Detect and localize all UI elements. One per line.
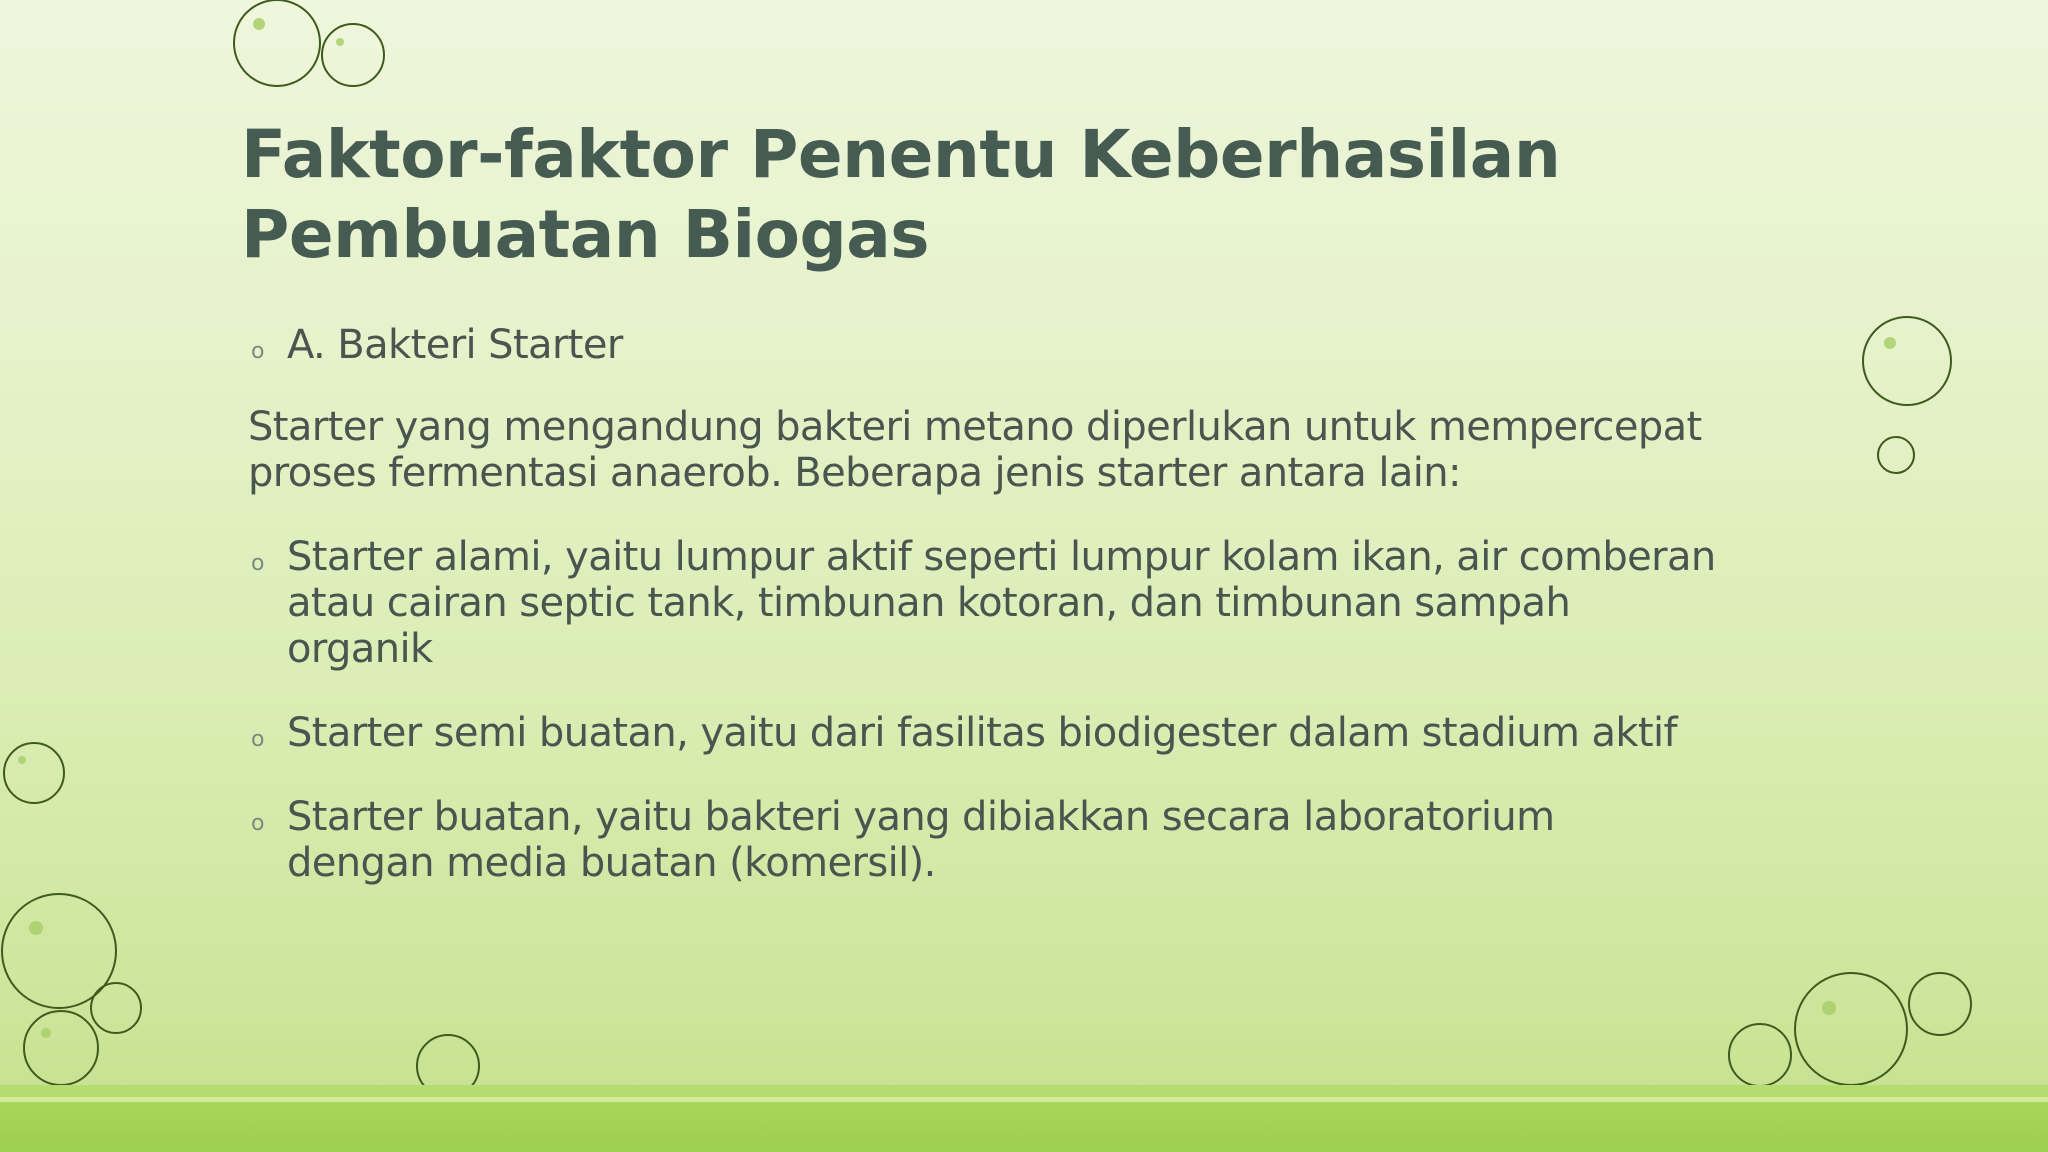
list-item-line: organik [287, 626, 433, 672]
bubble-circle-icon [1795, 973, 1907, 1085]
list-item [248, 794, 1848, 886]
bullet-marker: o [251, 727, 264, 752]
list-item-line: dengan media buatan (komersil). [287, 840, 936, 886]
bubble-circle-icon [1878, 437, 1914, 473]
list-item-line: Starter alami, yaitu lumpur aktif seperti lumpur kolam ikan, air comberan [287, 534, 1716, 580]
title-line: Pembuatan Biogas [241, 196, 930, 273]
list-item [248, 710, 1848, 756]
intro-paragraph [248, 404, 1848, 496]
title-line: Faktor-faktor Penentu Keberhasilan [241, 116, 1561, 193]
paragraph-line: Starter yang mengandung bakteri metano diperlukan untuk mempercepat [248, 404, 1702, 450]
floor-band [0, 1085, 2048, 1097]
bullet-marker: o [251, 811, 264, 836]
list-item-line: Starter semi buatan, yaitu dari fasilitas biodigester dalam stadium aktif [287, 710, 1678, 756]
bubble-circle-icon [91, 983, 141, 1033]
slide-title [241, 115, 1741, 275]
section-heading-item [248, 322, 1848, 368]
floor-band-base [0, 1102, 2048, 1152]
bullet-marker: o [251, 339, 264, 364]
slide-body [248, 322, 1848, 924]
list-item-line: atau cairan septic tank, timbunan kotoran, dan timbunan sampah [287, 580, 1571, 626]
list-item-line: Starter buatan, yaitu bakteri yang dibiakkan secara laboratorium [287, 794, 1555, 840]
bubble-circle-icon [1863, 317, 1951, 405]
bubble-circle-icon [322, 24, 384, 86]
bullet-marker: o [251, 551, 264, 576]
bubble-circle-icon [1909, 973, 1971, 1035]
list-item [248, 534, 1848, 672]
bubble-circle-icon [1729, 1024, 1791, 1086]
section-heading: A. Bakteri Starter [287, 322, 623, 368]
bubble-circle-icon [24, 1011, 98, 1085]
bubble-circle-icon [4, 743, 64, 803]
bubble-circle-icon [234, 0, 320, 86]
paragraph-line: proses fermentasi anaerob. Beberapa jenis starter antara lain: [248, 450, 1461, 496]
